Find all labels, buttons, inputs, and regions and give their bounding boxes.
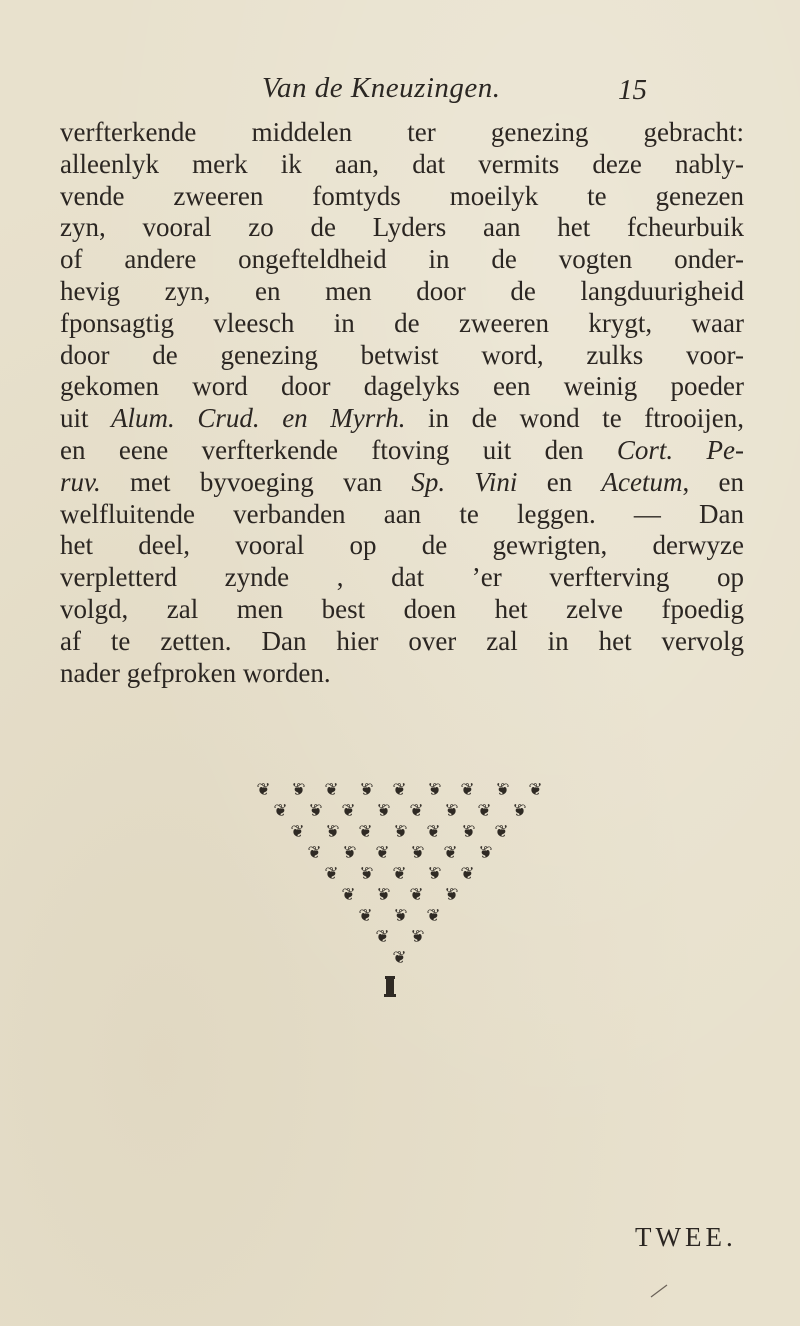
pencil-mark-icon bbox=[649, 1283, 669, 1299]
text-line: het deel, vooral op de gewrigten, derwyze bbox=[60, 530, 744, 561]
text-line: volgd, zal men best doen het zelve fpoedig bbox=[60, 593, 744, 624]
text-line: verpletterd zynde , dat ’er verfterving op bbox=[60, 562, 744, 593]
fleuron-row bbox=[0, 927, 800, 947]
fleuron-icon: ❦ bbox=[409, 801, 425, 821]
page-number: 15 bbox=[618, 74, 647, 106]
finial-icon bbox=[384, 976, 396, 998]
text-line: uit Alum. Crud. en Myrrh. in de wond te ftrooijen, bbox=[60, 403, 744, 434]
italic-term: Sp. Vini bbox=[411, 466, 518, 497]
running-head bbox=[0, 72, 800, 112]
fleuron-icon: ❦ bbox=[460, 864, 476, 884]
text-line: en eene verfterkende ftoving uit den Cort. Pe- bbox=[60, 434, 744, 465]
fleuron-icon: ❦ bbox=[392, 906, 408, 926]
fleuron-icon: ❦ bbox=[324, 864, 340, 884]
text-line: ruv. met byvoeging van Sp. Vini en Acetum, en bbox=[60, 466, 745, 497]
fleuron-icon: ❦ bbox=[375, 801, 391, 821]
fleuron-icon: ❦ bbox=[307, 801, 323, 821]
fleuron-row bbox=[0, 843, 800, 863]
fleuron-icon: ❦ bbox=[494, 822, 510, 842]
body-text bbox=[60, 117, 744, 689]
text-line: of andere ongefteldheid in de vogten onder- bbox=[60, 244, 744, 275]
fleuron-icon: ❦ bbox=[511, 801, 527, 821]
fleuron-icon: ❦ bbox=[290, 822, 306, 842]
text-line: hevig zyn, en men door de langduurigheid bbox=[60, 275, 744, 306]
fleuron-icon: ❦ bbox=[358, 780, 374, 800]
text-line: door de genezing betwist word, zulks voor- bbox=[60, 339, 744, 370]
catchword: TWEE. bbox=[635, 1222, 737, 1252]
text-line: nader gefproken worden. bbox=[60, 657, 331, 688]
italic-term: Cort. Pe- bbox=[616, 434, 744, 465]
fleuron-icon: ❦ bbox=[443, 843, 459, 863]
fleuron-icon: ❦ bbox=[290, 780, 306, 800]
italic-term: ruv. bbox=[60, 466, 101, 497]
fleuron-icon: ❦ bbox=[392, 864, 408, 884]
fleuron-icon: ❦ bbox=[477, 843, 493, 863]
italic-term: Alum. Crud. en Myrrh. bbox=[111, 403, 406, 434]
fleuron-icon: ❦ bbox=[409, 927, 425, 947]
fleuron-icon: ❦ bbox=[324, 780, 340, 800]
fleuron-icon: ❦ bbox=[358, 906, 374, 926]
fleuron-row bbox=[0, 864, 800, 884]
fleuron-icon: ❦ bbox=[409, 885, 425, 905]
fleuron-icon: ❦ bbox=[375, 927, 391, 947]
fleuron-icon: ❦ bbox=[460, 780, 476, 800]
fleuron-icon: ❦ bbox=[477, 801, 493, 821]
fleuron-icon: ❦ bbox=[375, 885, 391, 905]
fleuron-icon: ❦ bbox=[426, 906, 442, 926]
fleuron-icon: ❦ bbox=[375, 843, 391, 863]
text-line: alleenlyk merk ik aan, dat vermits deze nably- bbox=[60, 148, 744, 179]
fleuron-icon: ❦ bbox=[256, 780, 272, 800]
fleuron-icon: ❦ bbox=[273, 801, 289, 821]
text-line: verfterkende middelen ter genezing gebracht: bbox=[60, 117, 744, 147]
fleuron-row bbox=[0, 822, 800, 842]
fleuron-row bbox=[0, 780, 800, 800]
fleuron-icon: ❦ bbox=[341, 885, 357, 905]
fleuron-icon: ❦ bbox=[324, 822, 340, 842]
fleuron-icon: ❦ bbox=[494, 780, 510, 800]
fleuron-icon: ❦ bbox=[409, 843, 425, 863]
fleuron-icon: ❦ bbox=[307, 843, 323, 863]
fleuron-icon: ❦ bbox=[341, 801, 357, 821]
fleuron-icon: ❦ bbox=[426, 822, 442, 842]
fleuron-icon: ❦ bbox=[426, 864, 442, 884]
text-line: zyn, vooral zo de Lyders aan het fcheurbuik bbox=[60, 212, 744, 243]
fleuron-row bbox=[0, 948, 800, 968]
text-line: af te zetten. Dan hier over zal in het vervolg bbox=[60, 625, 744, 656]
fleuron-icon: ❦ bbox=[392, 948, 408, 968]
text-line: vende zweeren fomtyds moeilyk te genezen bbox=[60, 180, 744, 211]
fleuron-icon: ❦ bbox=[528, 780, 544, 800]
fleuron-icon: ❦ bbox=[341, 843, 357, 863]
fleuron-icon: ❦ bbox=[392, 780, 408, 800]
fleuron-icon: ❦ bbox=[443, 801, 459, 821]
fleuron-icon: ❦ bbox=[460, 822, 476, 842]
fleuron-row bbox=[0, 801, 800, 821]
text-line: fponsagtig vleesch in de zweeren krygt, waar bbox=[60, 307, 744, 338]
text-line: welfluitende verbanden aan te leggen. — Dan bbox=[60, 498, 744, 529]
fleuron-icon: ❦ bbox=[426, 780, 442, 800]
italic-term: Acetum bbox=[601, 466, 683, 497]
fleuron-icon: ❦ bbox=[443, 885, 459, 905]
fleuron-ornament bbox=[0, 780, 800, 1020]
running-title: Van de Kneuzingen. bbox=[262, 72, 501, 104]
fleuron-row bbox=[0, 885, 800, 905]
fleuron-row bbox=[0, 906, 800, 926]
fleuron-icon: ❦ bbox=[392, 822, 408, 842]
fleuron-icon: ❦ bbox=[358, 864, 374, 884]
fleuron-icon: ❦ bbox=[358, 822, 374, 842]
text-line: gekomen word door dagelyks een weinig poeder bbox=[60, 371, 744, 402]
